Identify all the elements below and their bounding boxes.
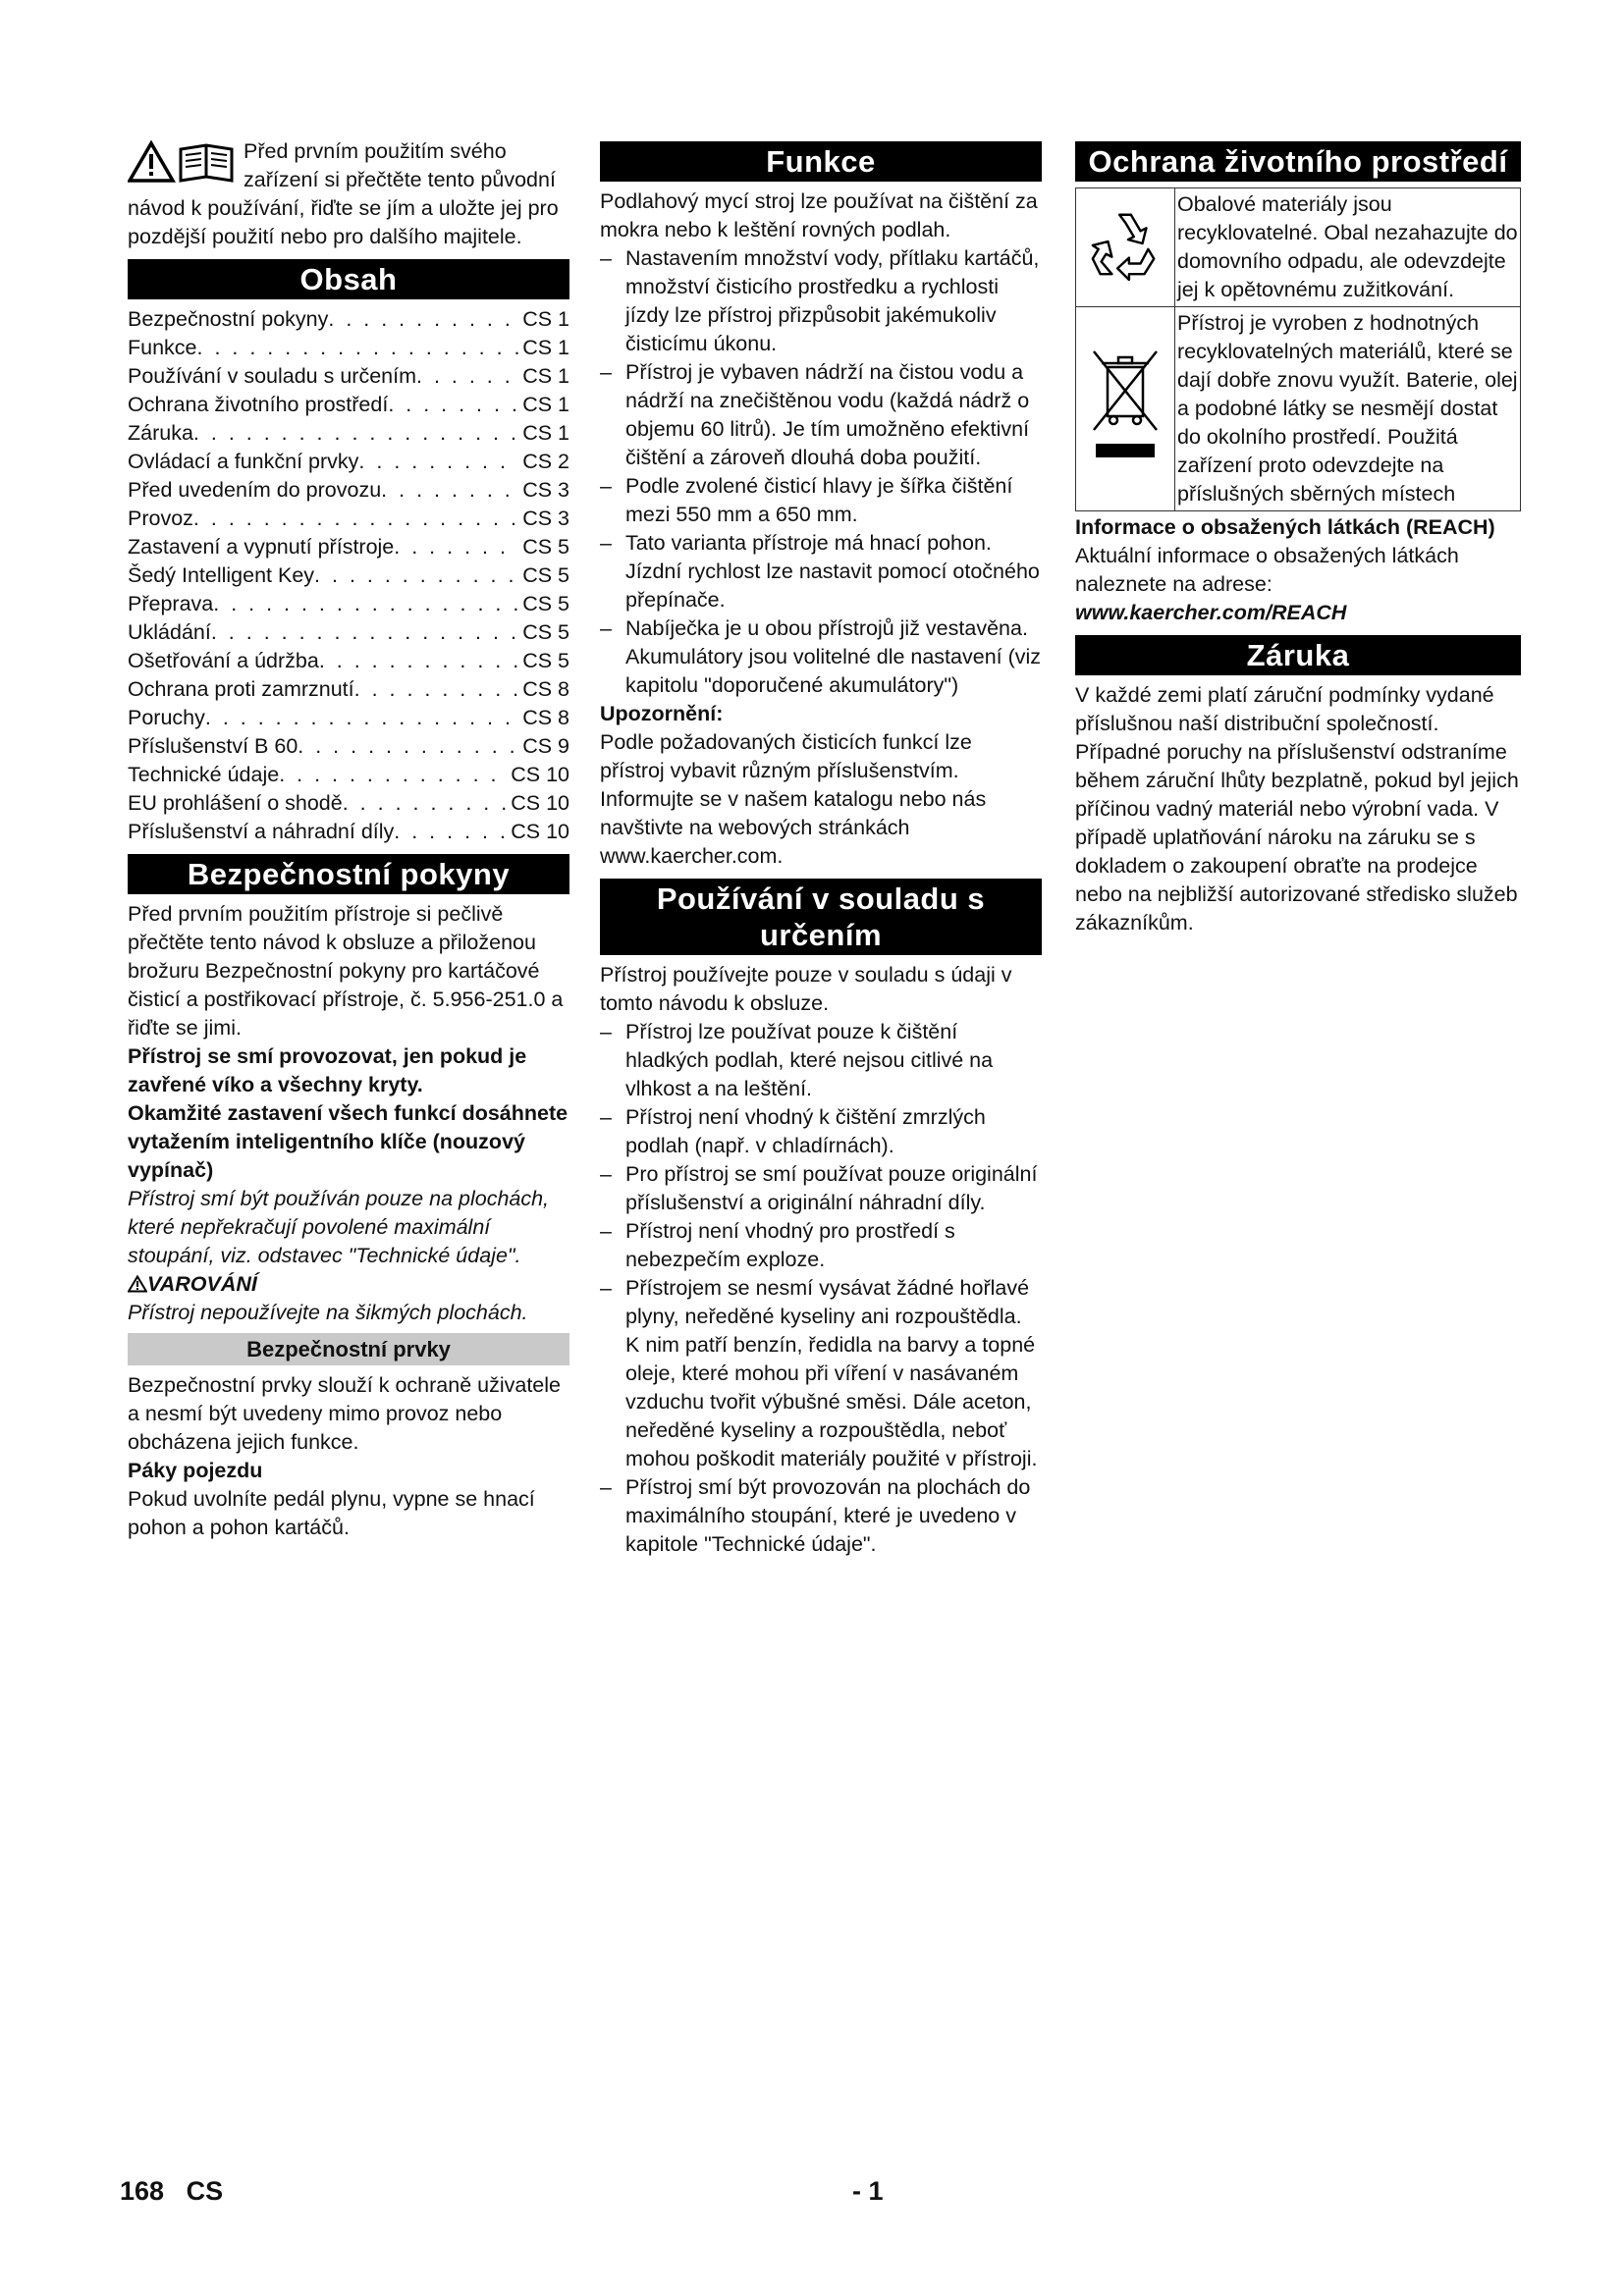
toc-item-page: CS 5 [522, 535, 569, 559]
toc-leader [416, 362, 518, 391]
toc-item[interactable] [128, 818, 569, 846]
toc-item[interactable] [128, 647, 569, 675]
safety-devices-heading: Bezpečnostní prvky [128, 1333, 569, 1365]
safety-bold-1: Přístroj se smí provozovat, jen pokud je zavřené víko a všechny kryty. [128, 1044, 527, 1096]
list-item [600, 244, 1042, 358]
toc-item-title: Bezpečnostní pokyny [128, 307, 329, 331]
reach-paragraph: Aktuální informace o obsažených látkách naleznete na adrese: [1075, 544, 1459, 596]
toc-item[interactable] [128, 448, 569, 476]
toc-item-page: CS 10 [511, 791, 569, 815]
toc-item-page: CS 3 [522, 507, 569, 530]
recycle-icon [1087, 205, 1164, 282]
list-item-text: Nabíječka je u obou přístrojů již vestavěna. Akumulátory jsou volitelné dle nastavení (viz kapitolu "doporučené akumulátory") [625, 616, 1042, 697]
warning-and-manual-icons [128, 137, 236, 187]
toc-item-page: CS 5 [522, 620, 569, 644]
page-number: 168 [120, 2176, 165, 2206]
toc-item[interactable] [128, 419, 569, 448]
toc-item-page: CS 5 [522, 592, 569, 615]
list-item-text: Přístrojem se nesmí vysávat žádné hořlavé plyny, neředěné kyseliny ani rozpouštědla. [625, 1276, 1030, 1328]
list-item [600, 1274, 1042, 1473]
toc-item-title: Ovládací a funkční prvky [128, 450, 359, 473]
toc-leader [314, 561, 518, 590]
toc-item-title: EU prohlášení o shodě [128, 791, 343, 815]
toc-item-page: CS 1 [522, 364, 569, 388]
toc-item-title: Funkce [128, 336, 197, 359]
footer-center: - 1 [852, 2176, 884, 2206]
dash-bullet: – [600, 1219, 612, 1243]
toc-item-page: CS 10 [511, 763, 569, 786]
note-paragraph: Podle požadovaných čisticích funkcí lze přístroj vybavit různým příslušenstvím. Informujte se v našem katalogu nebo nás navštivte na webových stránkách www.kaercher.com. [600, 730, 987, 868]
list-item [600, 614, 1042, 700]
toc-item-title: Příslušenství B 60 [128, 734, 298, 758]
toc-item[interactable] [128, 704, 569, 732]
dash-bullet: – [600, 474, 612, 498]
safety-devices-paragraph: Bezpečnostní prvky slouží k ochraně uživatele a nesmí být uvedeny mimo provoz nebo obcházena jejich funkce. [128, 1373, 561, 1454]
toc-leader [394, 533, 518, 561]
toc-leader [388, 391, 518, 419]
warning-label [128, 1270, 569, 1299]
warranty-paragraph: V každé zemi platí záruční podmínky vydané příslušnou naší distribuční společností. Případné poruchy na příslušenství odstraníme během záruční lhůty bezplatně, pokud byl jejich příčinou vadný materiál nebo výrobní vada. V případě uplatňování nároku na záruku se s dokladem o zakoupení obraťte na prodejce nebo na nejbližší autorizované středisko služeb zákazníkům. [1075, 683, 1519, 934]
intended-use-list [600, 1018, 1042, 1559]
table-of-contents [128, 305, 569, 846]
toc-item-title: Příslušenství a náhradní díly [128, 820, 395, 843]
dash-bullet: – [600, 360, 612, 384]
toc-leader [358, 448, 518, 476]
toc-item-title: Přeprava [128, 592, 214, 615]
toc-item-page: CS 10 [511, 820, 569, 843]
toc-item-page: CS 3 [522, 478, 569, 502]
toc-item-page: CS 5 [522, 649, 569, 672]
recycle-text: Obalové materiály jsou recyklovatelné. Obal nezahazujte do domovního odpadu, ale odevzdejte jej k opětovnému zužitkování. [1175, 188, 1521, 307]
toc-item-page: CS 1 [522, 307, 569, 331]
list-item [600, 1217, 1042, 1274]
toc-leader [298, 732, 518, 761]
toc-item[interactable] [128, 789, 569, 818]
toc-item[interactable] [128, 590, 569, 618]
function-list [600, 244, 1042, 700]
toc-item[interactable] [128, 505, 569, 533]
column-left [128, 137, 569, 1542]
crossed-bin-icon [1086, 342, 1164, 469]
dash-bullet: – [600, 1276, 612, 1300]
toc-item-title: Poruchy [128, 706, 205, 729]
list-item [600, 529, 1042, 614]
warning-manual-icon [128, 137, 236, 187]
toc-item-title: Používání v souladu s určením [128, 364, 416, 388]
toc-leader [394, 818, 507, 846]
intended-use-paragraph: Přístroj používejte pouze v souladu s údaji v tomto návodu k obsluze. [600, 963, 1012, 1015]
column-middle [600, 137, 1042, 1559]
toc-leader [279, 761, 507, 789]
environment-table [1075, 187, 1521, 511]
dash-bullet: – [600, 1020, 612, 1043]
list-item [600, 1018, 1042, 1103]
language-code: CS [186, 2176, 224, 2206]
toc-item-page: CS 1 [522, 393, 569, 416]
list-item-text: Nastavením množství vody, přítlaku kartáčů, množství čisticího prostředku a rychlosti jízdy lze přístroj přizpůsobit jakémukoliv čisticímu úkonu. [625, 246, 1040, 355]
dash-bullet: – [600, 1162, 612, 1186]
list-item [600, 1160, 1042, 1217]
warning-text: Přístroj nepoužívejte na šikmých plochách. [128, 1301, 528, 1324]
safety-paragraph: Před prvním použitím přístroje si pečlivě přečtěte tento návod k obsluze a přiloženou brožuru Bezpečnostní pokyny pro kartáčové čisticí a postřikovací přístroje, č. 5.956-251.0 a řiďte se jimi. [128, 902, 564, 1040]
safety-italic: Přístroj smí být používán pouze na plochách, které nepřekračují povolené maximální stoupání, viz. odstavec "Technické údaje". [128, 1187, 550, 1267]
toc-item[interactable] [128, 675, 569, 704]
toc-item[interactable] [128, 362, 569, 391]
toc-leader [381, 476, 518, 505]
toc-heading: Obsah [128, 259, 569, 299]
list-item-text: Přístroj lze používat pouze k čištění hladkých podlah, které nejsou citlivé na vlhkost a na leštění. [625, 1020, 994, 1100]
toc-item-title: Šedý Intelligent Key [128, 563, 315, 587]
intended-use-heading: Používání v souladu s určením [600, 879, 1042, 955]
toc-item-page: CS 8 [522, 677, 569, 701]
toc-item-page: CS 1 [522, 421, 569, 445]
reach-link[interactable]: www.kaercher.com/REACH [1075, 601, 1347, 624]
environment-heading: Ochrana životního prostředí [1075, 141, 1521, 182]
list-item [600, 472, 1042, 529]
toc-item-page: CS 2 [522, 450, 569, 473]
note-label: Upozornění: [600, 702, 724, 725]
toc-leader [211, 618, 518, 647]
toc-item-title: Technické údaje [128, 763, 280, 786]
weee-icon-cell [1076, 307, 1175, 511]
function-paragraph: Podlahový mycí stroj lze používat na čištění za mokra nebo k leštění rovných podlah. [600, 189, 1038, 241]
intro-text: Před prvním použitím svého zařízení si přečtěte tento původní návod k používání, řiďte se jím a uložte jej pro pozdější použití nebo pro dalšího majitele. [128, 139, 559, 248]
warning-label-text: VAROVÁNÍ [147, 1272, 257, 1296]
dash-bullet: – [600, 246, 612, 270]
toc-leader [328, 305, 518, 334]
warning-triangle-icon [128, 1275, 147, 1293]
recycle-row [1076, 188, 1521, 307]
list-item [600, 358, 1042, 472]
toc-leader [205, 704, 518, 732]
toc-item[interactable] [128, 476, 569, 505]
intro-paragraph [128, 137, 569, 251]
toc-item[interactable] [128, 561, 569, 590]
toc-leader [213, 590, 518, 618]
toc-leader [193, 505, 518, 533]
toc-item-page: CS 5 [522, 563, 569, 587]
toc-item[interactable] [128, 305, 569, 334]
safety-heading: Bezpečnostní pokyny [128, 854, 569, 894]
levers-label: Páky pojezdu [128, 1459, 263, 1482]
list-item-text: Podle zvolené čisticí hlavy je šířka čištění mezi 550 mm a 650 mm. [625, 474, 1013, 526]
warranty-heading: Záruka [1075, 635, 1521, 675]
toc-leader [197, 334, 519, 362]
toc-item[interactable] [128, 732, 569, 761]
dash-bullet: – [600, 616, 612, 640]
list-item-text: Přístroj není vhodný k čištění zmrzlých podlah (např. v chladírnách). [625, 1105, 986, 1157]
toc-leader [319, 647, 518, 675]
toc-item-title: Provoz [128, 507, 193, 530]
safety-bold-2: Okamžité zastavení všech funkcí dosáhnete vytažením inteligentního klíče (nouzový vypínač) [128, 1101, 568, 1182]
column-right [1075, 137, 1521, 937]
recycle-icon-cell [1076, 188, 1175, 307]
list-item-text: Přístroj smí být provozován na plochách do maximálního stoupání, které je uvedeno v kapitole "Technické údaje". [625, 1475, 1031, 1556]
toc-item-title: Ochrana životního prostředí [128, 393, 389, 416]
list-item-text: Přístroj není vhodný pro prostředí s nebezpečím exploze. [625, 1219, 955, 1271]
toc-item-title: Zastavení a vypnutí přístroje [128, 535, 395, 559]
toc-item[interactable] [128, 391, 569, 419]
reach-label: Informace o obsažených látkách (REACH) [1075, 515, 1495, 539]
dash-bullet: – [600, 1105, 612, 1129]
levers-paragraph: Pokud uvolníte pedál plynu, vypne se hnací pohon a pohon kartáčů. [128, 1487, 535, 1539]
toc-item[interactable] [128, 533, 569, 561]
toc-item-page: CS 9 [522, 734, 569, 758]
weee-row [1076, 307, 1521, 511]
toc-item-title: Ochrana proti zamrznutí [128, 677, 354, 701]
list-item-extra: K nim patří benzín, ředidla na barvy a topné oleje, které mohou při víření v nasávaném vzduchu tvořit výbušné směsi. Dále aceton, neředěné kyseliny a rozpouštědla, neboť mohou poškodit materiály použité v přístroji. [625, 1333, 1038, 1470]
toc-item-title: Před uvedením do provozu [128, 478, 382, 502]
toc-item-page: CS 1 [522, 336, 569, 359]
list-item-text: Přístroj je vybaven nádrží na čistou vodu a nádrží na znečištěnou vodu (každá nádrž o objemu 60 litrů). Je tím umožněno efektivní čištění a zároveň dlouhá doba použití. [625, 360, 1030, 469]
toc-leader [343, 789, 508, 818]
footer-page-number [120, 2176, 223, 2207]
list-item-text: Tato varianta přístroje má hnací pohon. Jízdní rychlost lze nastavit pomocí otočného přepínače. [625, 531, 1040, 612]
dash-bullet: – [600, 531, 612, 555]
toc-item-title: Ošetřování a údržba [128, 649, 319, 672]
toc-item-title: Ukládání [128, 620, 211, 644]
toc-leader [193, 419, 518, 448]
toc-leader [354, 675, 519, 704]
toc-item-title: Záruka [128, 421, 193, 445]
weee-text: Přístroj je vyroben z hodnotných recyklovatelných materiálů, které se dají dobře znovu využít. Baterie, olej a podobné látky se nesmějí dostat do okolního prostředí. Použitá zařízení proto odevzdejte na příslušných sběrných místech [1175, 307, 1521, 511]
list-item-text: Pro přístroj se smí používat pouze originální příslušenství a originální náhradní díly. [625, 1162, 1038, 1214]
dash-bullet: – [600, 1475, 612, 1499]
toc-item[interactable] [128, 334, 569, 362]
list-item [600, 1103, 1042, 1160]
toc-item[interactable] [128, 618, 569, 647]
list-item [600, 1473, 1042, 1559]
toc-item-page: CS 8 [522, 706, 569, 729]
function-heading: Funkce [600, 141, 1042, 182]
toc-item[interactable] [128, 761, 569, 789]
